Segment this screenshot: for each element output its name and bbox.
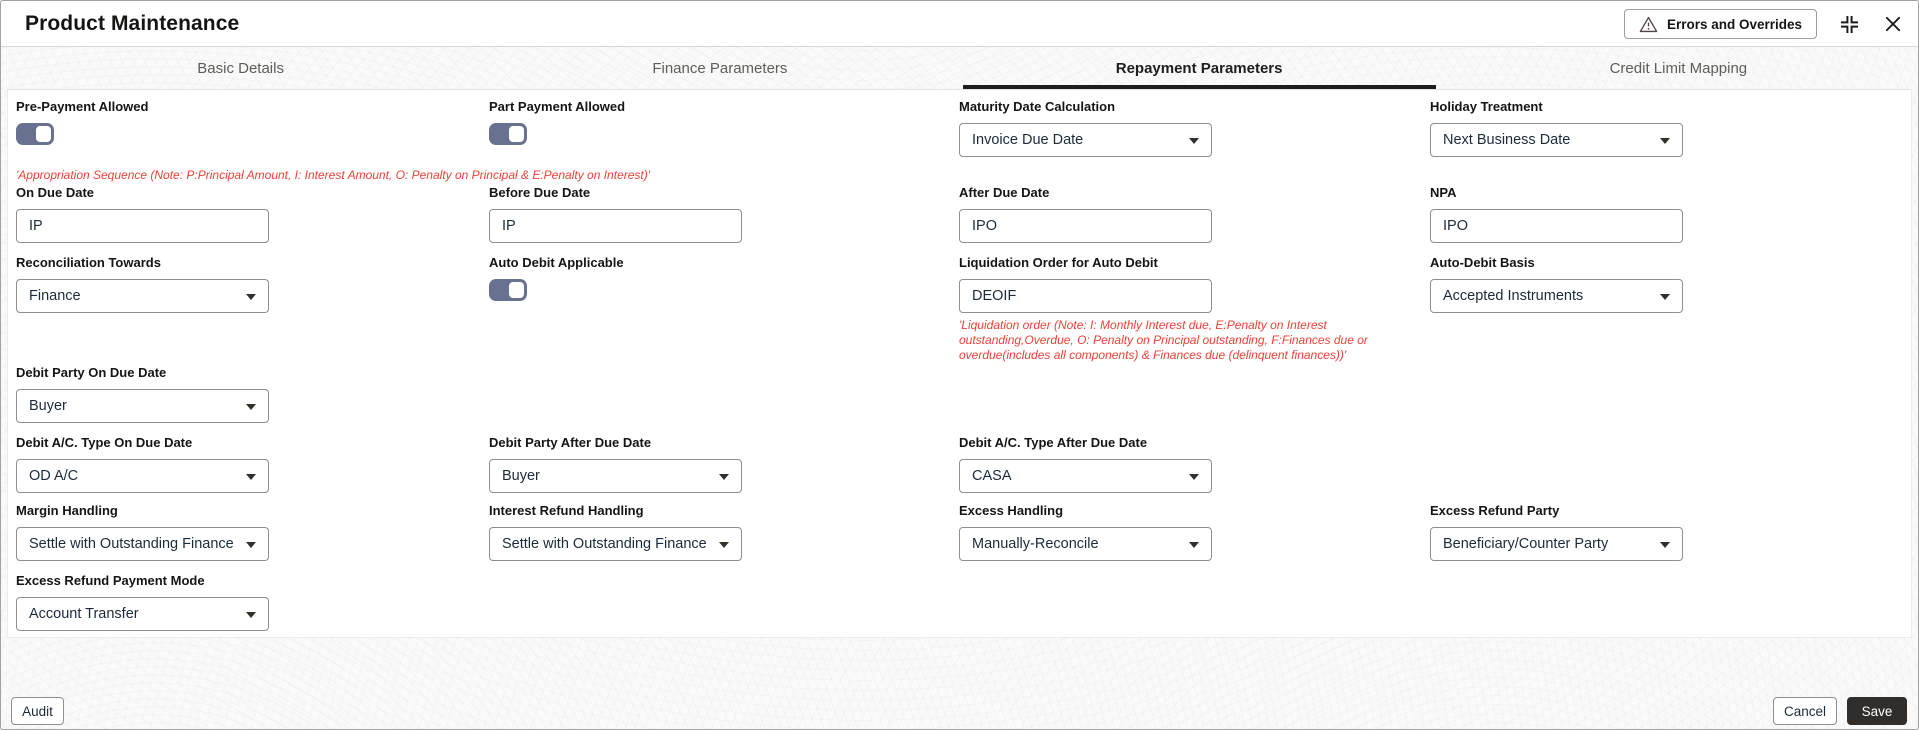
on-due-date-input[interactable] [16, 209, 269, 243]
pre-payment-allowed-field [16, 98, 269, 145]
select-value: Beneficiary/Counter Party [1443, 536, 1609, 552]
debit-ac-type-on-due-date-label: Debit A/C. Type On Due Date [16, 435, 193, 450]
before-due-date-field [489, 184, 742, 243]
maturity-date-calculation-field [959, 98, 1212, 157]
select-value: Next Business Date [1443, 132, 1571, 148]
reconciliation-towards-field [16, 254, 269, 313]
toggle-knob [508, 281, 525, 299]
debit-ac-type-on-due-date-field [16, 434, 269, 493]
part-payment-allowed-field [489, 98, 742, 145]
chevron-down-icon [1189, 542, 1199, 548]
part-payment-allowed-toggle[interactable] [489, 123, 527, 145]
excess-handling-select[interactable] [959, 527, 1212, 561]
maturity-date-calculation-select[interactable] [959, 123, 1212, 157]
after-due-date-field [959, 184, 1212, 243]
auto-debit-basis-label: Auto-Debit Basis [1430, 255, 1535, 270]
tab-repayment-parameters[interactable]: Repayment Parameters [960, 47, 1439, 89]
errors-and-overrides-button[interactable] [1624, 9, 1817, 39]
auto-debit-applicable-toggle[interactable] [489, 279, 527, 301]
auto-debit-basis-field [1430, 254, 1683, 313]
select-value: Invoice Due Date [972, 132, 1084, 148]
npa-input[interactable] [1430, 209, 1683, 243]
margin-handling-select[interactable] [16, 527, 269, 561]
select-value: Settle with Outstanding Finance [29, 536, 234, 552]
repayment-parameters-form [7, 89, 1912, 638]
chevron-down-icon [246, 474, 256, 480]
chevron-down-icon [246, 542, 256, 548]
errors-and-overrides-label: Errors and Overrides [1666, 16, 1802, 32]
auto-debit-basis-select[interactable] [1430, 279, 1683, 313]
excess-refund-payment-mode-field [16, 572, 269, 631]
select-value: Buyer [502, 468, 540, 484]
after-due-date-label: After Due Date [959, 185, 1050, 200]
select-value: CASA [972, 468, 1012, 484]
auto-debit-applicable-field [489, 254, 742, 301]
chevron-down-icon [1660, 138, 1670, 144]
on-due-date-label: On Due Date [16, 185, 95, 200]
excess-refund-payment-mode-select[interactable] [16, 597, 269, 631]
debit-party-after-due-date-field [489, 434, 742, 493]
holiday-treatment-label: Holiday Treatment [1430, 99, 1543, 114]
select-value: Finance [29, 288, 81, 304]
part-payment-allowed-label: Part Payment Allowed [489, 99, 626, 114]
close-icon[interactable] [1882, 13, 1904, 35]
auto-debit-applicable-label: Auto Debit Applicable [489, 255, 624, 270]
collapse-window-icon[interactable] [1837, 12, 1862, 37]
select-value: Accepted Instruments [1443, 288, 1584, 304]
audit-button[interactable]: Audit [11, 697, 64, 725]
appropriation-sequence-note: 'Appropriation Sequence (Note: P:Principal Amount, I: Interest Amount, O: Penalty on Principal & E:Penalty on Interest)' [16, 168, 651, 182]
interest-refund-handling-label: Interest Refund Handling [489, 503, 644, 518]
npa-field [1430, 184, 1683, 243]
chevron-down-icon [719, 542, 729, 548]
tab-bar [1, 47, 1918, 89]
toggle-knob [35, 125, 52, 143]
excess-refund-party-field [1430, 502, 1683, 561]
title-bar-actions [1624, 1, 1904, 47]
before-due-date-input[interactable] [489, 209, 742, 243]
debit-ac-type-after-due-date-label: Debit A/C. Type After Due Date [959, 435, 1148, 450]
debit-party-after-due-date-label: Debit Party After Due Date [489, 435, 652, 450]
liquidation-order-note: 'Liquidation order (Note: I: Monthly Interest due, E:Penalty on Interest outstanding,Overdue, O: Penalty on Principal outstanding, F:Finances due or overdue(includes all components) & Finances due (delinquent finances))' [959, 318, 1368, 362]
warning-triangle-icon [1639, 16, 1658, 33]
excess-refund-payment-mode-label: Excess Refund Payment Mode [16, 573, 205, 588]
interest-refund-handling-select[interactable] [489, 527, 742, 561]
on-due-date-field [16, 184, 269, 243]
excess-refund-party-select[interactable] [1430, 527, 1683, 561]
holiday-treatment-select[interactable] [1430, 123, 1683, 157]
page-title: Product Maintenance [25, 11, 240, 35]
chevron-down-icon [1189, 474, 1199, 480]
select-value: Buyer [29, 398, 67, 414]
chevron-down-icon [246, 612, 256, 618]
pre-payment-allowed-toggle[interactable] [16, 123, 54, 145]
margin-handling-field [16, 502, 269, 561]
excess-handling-label: Excess Handling [959, 503, 1064, 518]
pre-payment-allowed-label: Pre-Payment Allowed [16, 99, 149, 114]
excess-handling-field [959, 502, 1212, 561]
debit-party-on-due-date-field [16, 364, 269, 423]
npa-label: NPA [1430, 185, 1457, 200]
chevron-down-icon [719, 474, 729, 480]
debit-party-on-due-date-select[interactable] [16, 389, 269, 423]
interest-refund-handling-field [489, 502, 742, 561]
tab-finance-parameters[interactable]: Finance Parameters [652, 59, 788, 77]
title-bar [1, 1, 1918, 47]
select-value: Settle with Outstanding Finance [502, 536, 707, 552]
debit-ac-type-after-due-date-field [959, 434, 1212, 493]
chevron-down-icon [1660, 294, 1670, 300]
reconciliation-towards-label: Reconciliation Towards [16, 255, 161, 270]
chevron-down-icon [1189, 138, 1199, 144]
save-button[interactable]: Save [1847, 697, 1907, 725]
after-due-date-input[interactable] [959, 209, 1212, 243]
holiday-treatment-field [1430, 98, 1683, 157]
select-value: Account Transfer [29, 606, 139, 622]
reconciliation-towards-select[interactable] [16, 279, 269, 313]
select-value: Manually-Reconcile [972, 536, 1099, 552]
margin-handling-label: Margin Handling [16, 503, 118, 518]
excess-refund-party-label: Excess Refund Party [1430, 503, 1560, 518]
chevron-down-icon [1660, 542, 1670, 548]
tab-credit-limit-mapping[interactable]: Credit Limit Mapping [1609, 59, 1748, 77]
maturity-date-calculation-label: Maturity Date Calculation [959, 99, 1116, 114]
tab-basic-details[interactable]: Basic Details [197, 59, 284, 77]
chevron-down-icon [246, 404, 256, 410]
debit-party-on-due-date-label: Debit Party On Due Date [16, 365, 167, 380]
select-value: OD A/C [29, 468, 79, 484]
before-due-date-label: Before Due Date [489, 185, 591, 200]
toggle-knob [508, 125, 525, 143]
liquidation-order-input[interactable] [959, 279, 1212, 313]
chevron-down-icon [246, 294, 256, 300]
debit-ac-type-on-due-date-select[interactable] [16, 459, 269, 493]
cancel-button[interactable]: Cancel [1773, 697, 1837, 725]
liquidation-order-field [959, 254, 1212, 313]
liquidation-order-label: Liquidation Order for Auto Debit [959, 255, 1158, 270]
debit-party-after-due-date-select[interactable] [489, 459, 742, 493]
debit-ac-type-after-due-date-select[interactable] [959, 459, 1212, 493]
